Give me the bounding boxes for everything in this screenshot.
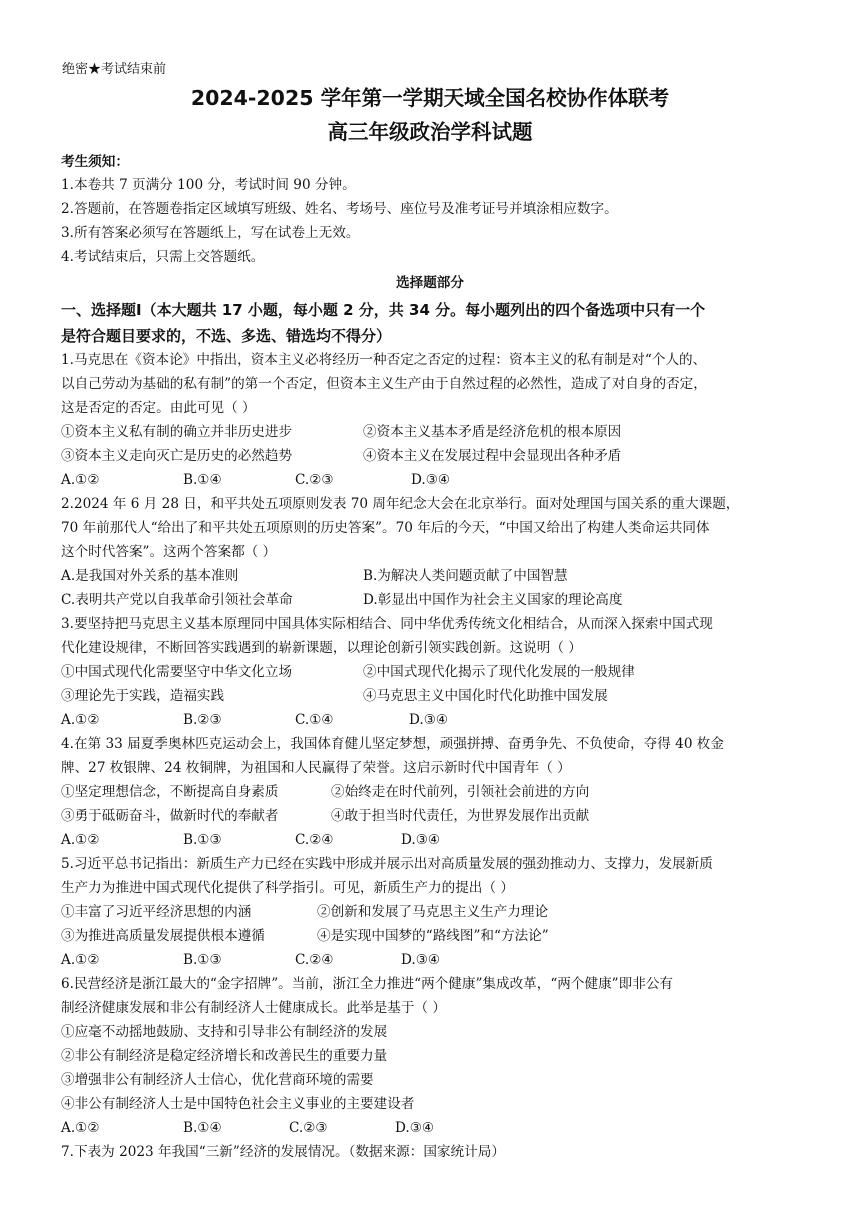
question-5-stem: 生产力为推进中国式现代化提供了科学指引。可见，新质生产力的提出（ ） xyxy=(61,880,514,896)
statement-4: ④马克思主义中国化时代化助推中国发展 xyxy=(363,688,608,704)
statement-3: ③增强非公有制经济人士信心，优化营商环境的需要 xyxy=(61,1072,374,1088)
choice-c: C.①④ xyxy=(295,712,334,728)
question-3-stem: 3.要坚持把马克思主义基本原理同中国具体实际相结合、同中华优秀传统文化相结合，从而深入探索中国式现 xyxy=(61,616,713,632)
question-2-stem: 这个时代答案”。这两个答案都（ ） xyxy=(61,544,277,560)
choice-b: B.②③ xyxy=(183,712,222,728)
question-5-stem: 5.习近平总书记指出：新质生产力已经在实践中形成并展示出对高质量发展的强劲推动力、支撑力，发展新质 xyxy=(61,856,713,872)
question-6-stem: 制经济健康发展和非公有制经济人士健康成长。此举是基于（ ） xyxy=(61,1000,446,1016)
question-3-stem: 代化建设规律，不断回答实践遇到的崭新课题，以理论创新引领实践创新。这说明（ ） xyxy=(61,640,582,656)
choice-d: D.③④ xyxy=(409,712,449,728)
choice-d: D.③④ xyxy=(401,952,441,968)
choice-a: A.①② xyxy=(61,1120,100,1136)
statement-4: ④非公有制经济人士是中国特色社会主义事业的主要建设者 xyxy=(61,1096,415,1112)
statement-3: ③理论先于实践，造福实践 xyxy=(61,688,225,704)
notice-item: 1.本卷共 7 页满分 100 分，考试时间 90 分钟。 xyxy=(61,177,356,193)
part-heading-cont: 是符合题目要求的，不选、多选、错选均不得分） xyxy=(61,327,392,345)
choice-b: B.①④ xyxy=(183,1120,222,1136)
choice-a: A.①② xyxy=(61,952,100,968)
choice-d: D.③④ xyxy=(395,1120,435,1136)
statement-2: ②创新和发展了马克思主义生产力理论 xyxy=(317,904,549,920)
choice-b: B.①③ xyxy=(183,952,222,968)
question-1-stem: 这是否定的否定。由此可见（ ） xyxy=(61,400,256,416)
choice-b: B.为解决人类问题贡献了中国智慧 xyxy=(363,568,568,584)
statement-1: ①应毫不动摇地鼓励、支持和引导非公有制经济的发展 xyxy=(61,1024,388,1040)
question-6-stem: 6.民营经济是浙江最大的“金字招牌”。当前，浙江全力推进“两个健康”集成改革，“两个健康”即非公有 xyxy=(61,976,674,992)
statement-2: ②中国式现代化揭示了现代化发展的一般规律 xyxy=(363,664,635,680)
choice-c: C.表明共产党以自我革命引领社会革命 xyxy=(61,592,293,608)
confidential-mark: 绝密★考试结束前 xyxy=(62,62,167,77)
statement-2: ②非公有制经济是稳定经济增长和改善民生的重要力量 xyxy=(61,1048,388,1064)
choice-b: B.①④ xyxy=(183,472,222,488)
exam-title: 2024-2025 学年第一学期天域全国名校协作体联考 xyxy=(190,86,670,110)
choice-a: A.是我国对外关系的基本准则 xyxy=(61,568,239,584)
choice-d: D.③④ xyxy=(411,472,451,488)
statement-4: ④是实现中国梦的“路线图”和“方法论” xyxy=(317,928,549,944)
question-2-stem: 2.2024 年 6 月 28 日，和平共处五项原则发表 70 周年纪念大会在北京举行。面对处理国与国关系的重大课题， xyxy=(61,496,740,512)
section-title: 选择题部分 xyxy=(396,275,464,291)
part-heading: 一、选择题Ⅰ（本大题共 17 小题，每小题 2 分，共 34 分。每小题列出的四个备选项中只有一个 xyxy=(61,301,706,319)
choice-a: A.①② xyxy=(61,472,100,488)
choice-d: D.③④ xyxy=(401,832,441,848)
choice-d: D.彰显出中国作为社会主义国家的理论高度 xyxy=(363,592,623,608)
choice-c: C.②④ xyxy=(295,952,334,968)
choice-b: B.①③ xyxy=(183,832,222,848)
choice-a: A.①② xyxy=(61,832,100,848)
choice-a: A.①② xyxy=(61,712,100,728)
question-2-stem: 70 年前那代人“给出了和平共处五项原则的历史答案”。70 年后的今天，“中国又给出了构建人类命运共同体 xyxy=(61,520,710,536)
statement-3: ③为推进高质量发展提供根本遵循 xyxy=(61,928,265,944)
statement-4: ④敢于担当时代责任，为世界发展作出贡献 xyxy=(331,808,590,824)
choice-c: C.②④ xyxy=(295,832,334,848)
statement-1: ①坚定理想信念，不断提高自身素质 xyxy=(61,784,279,800)
notice-item: 2.答题前，在答题卷指定区域填写班级、姓名、考场号、座位号及准考证号并填涂相应数字。 xyxy=(61,201,618,217)
statement-2: ②始终走在时代前列，引领社会前进的方向 xyxy=(331,784,590,800)
statement-2: ②资本主义基本矛盾是经济危机的根本原因 xyxy=(363,424,622,440)
statement-4: ④资本主义在发展过程中会显现出各种矛盾 xyxy=(363,448,622,464)
exam-subtitle: 高三年级政治学科试题 xyxy=(327,120,533,144)
notice-item: 3.所有答案必须写在答题纸上，写在试卷上无效。 xyxy=(61,225,360,241)
choice-c: C.②③ xyxy=(295,472,334,488)
statement-1: ①资本主义私有制的确立并非历史进步 xyxy=(61,424,293,440)
question-1-stem: 1.马克思在《资本论》中指出，资本主义必将经历一种否定之否定的过程：资本主义的私有制是对“个人的、 xyxy=(61,352,707,368)
choice-c: C.②③ xyxy=(289,1120,328,1136)
question-4-stem: 牌、27 枚银牌、24 枚铜牌，为祖国和人民赢得了荣誉。这启示新时代中国青年（ ） xyxy=(61,760,571,776)
statement-3: ③资本主义走向灭亡是历史的必然趋势 xyxy=(61,448,293,464)
notice-item: 4.考试结束后，只需上交答题纸。 xyxy=(61,249,265,265)
statement-1: ①丰富了习近平经济思想的内涵 xyxy=(61,904,252,920)
question-7-stem: 7.下表为 2023 年我国“三新”经济的发展情况。（数据来源：国家统计局） xyxy=(61,1144,505,1160)
statement-1: ①中国式现代化需要坚守中华文化立场 xyxy=(61,664,293,680)
notice-heading: 考生须知： xyxy=(61,154,129,170)
statement-3: ③勇于砥砺奋斗，做新时代的奉献者 xyxy=(61,808,279,824)
question-1-stem: 以自己劳动为基础的私有制”的第一个否定，但资本主义生产由于自然过程的必然性，造成了对自身的否定， xyxy=(61,376,707,392)
question-4-stem: 4.在第 33 届夏季奥林匹克运动会上，我国体育健儿坚定梦想，顽强拼搏、奋勇争先、不负使命，夺得 40 枚金 xyxy=(61,736,724,752)
